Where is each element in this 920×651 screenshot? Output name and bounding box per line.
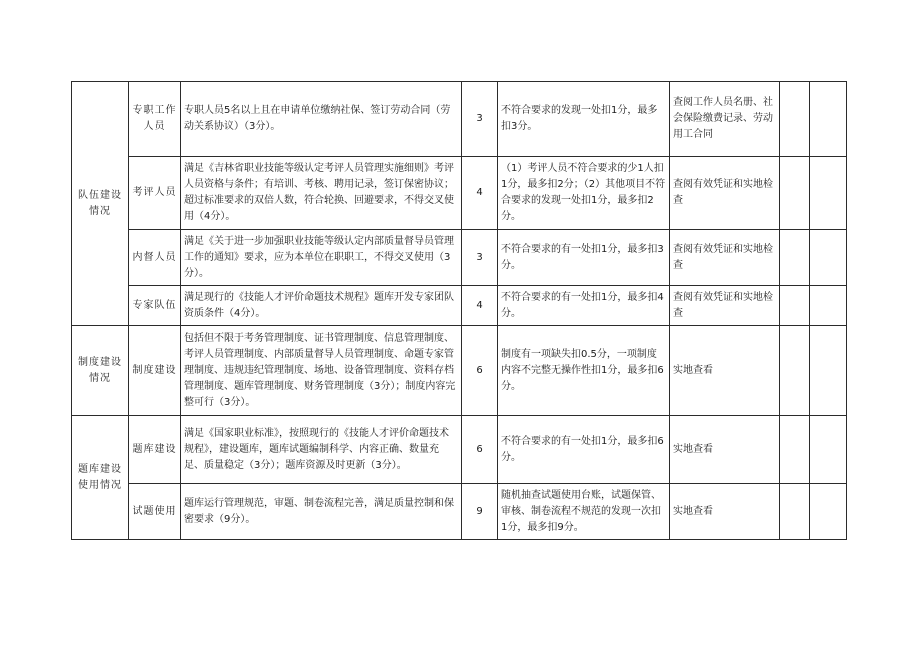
score-cell: 6: [462, 326, 498, 416]
blank-cell: [810, 484, 847, 540]
rule-cell: 随机抽查试题使用台账，试题保管、审核、制卷流程不规范的发现一次扣1分，最多扣9分。: [498, 484, 670, 540]
score-cell: 3: [462, 82, 498, 157]
score-cell: 4: [462, 286, 498, 326]
method-cell: 实地查看: [670, 416, 780, 484]
rule-cell: 不符合要求的有一处扣1分，最多扣6分。: [498, 416, 670, 484]
rule-cell: （1）考评人员不符合要求的少1人扣1分，最多扣2分；（2）其他项目不符合要求的发现一处扣1分，最多扣2分。: [498, 157, 670, 230]
method-cell: 查阅有效凭证和实地检查: [670, 230, 780, 286]
rule-cell: 制度有一项缺失扣0.5分，一项制度内容不完整无操作性扣1分，最多扣6分。: [498, 326, 670, 416]
table-row: [72, 82, 847, 157]
item-cell: 考评人员: [129, 157, 181, 230]
standard-cell: 包括但不限于考务管理制度、证书管理制度、信息管理制度、考评人员管理制度、内部质量督导人员管理制度、命题专家管理制度、违规违纪管理制度、场地、设备管理制度、资料存档管理制度、题库管理制度、财务管理制度（3分）；制度内容完整可行（3分）。: [181, 326, 462, 416]
rule-cell: 不符合要求的有一处扣1分，最多扣3分。: [498, 230, 670, 286]
score-cell: 3: [462, 230, 498, 286]
blank-cell: [810, 82, 847, 157]
blank-cell: [780, 157, 810, 230]
table-row: [72, 326, 847, 416]
item-cell: 制度建设: [129, 326, 181, 416]
table-row: [72, 416, 847, 484]
item-cell: 专家队伍: [129, 286, 181, 326]
method-cell: 实地查看: [670, 326, 780, 416]
blank-cell: [780, 230, 810, 286]
table-row: [72, 230, 847, 286]
standard-cell: 专职人员5名以上且在申请单位缴纳社保、签订劳动合同（劳动关系协议）（3分）。: [181, 82, 462, 157]
score-cell: 6: [462, 416, 498, 484]
category-cell: 制度建设情况: [72, 326, 129, 416]
standard-cell: 满足《国家职业标准》，按照现行的《技能人才评价命题技术规程》，建设题库，题库试题编制科学、内容正确、数量充足、质量稳定（3分）；题库资源及时更新（3分）。: [181, 416, 462, 484]
evaluation-table: [71, 81, 847, 540]
method-cell: 查阅有效凭证和实地检查: [670, 286, 780, 326]
item-cell: 试题使用: [129, 484, 181, 540]
item-cell: 专职工作人员: [129, 82, 181, 157]
rule-cell: 不符合要求的有一处扣1分，最多扣4分。: [498, 286, 670, 326]
rule-cell: 不符合要求的发现一处扣1分，最多扣3分。: [498, 82, 670, 157]
standard-cell: 题库运行管理规范，审题、制卷流程完善，满足质量控制和保密要求（9分）。: [181, 484, 462, 540]
category-cell: 队伍建设情况: [72, 82, 129, 326]
standard-cell: 满足《吉林省职业技能等级认定考评人员管理实施细则》考评人员资格与条件；有培训、考核、聘用记录，签订保密协议；超过标准要求的双倍人数，符合轮换、回避要求，不得交叉使用（4分）。: [181, 157, 462, 230]
blank-cell: [780, 416, 810, 484]
category-cell: 题库建设使用情况: [72, 416, 129, 540]
blank-cell: [810, 230, 847, 286]
method-cell: 查阅有效凭证和实地检查: [670, 157, 780, 230]
blank-cell: [780, 286, 810, 326]
table-row: [72, 484, 847, 540]
method-cell: 实地查看: [670, 484, 780, 540]
blank-cell: [810, 157, 847, 230]
standard-cell: 满足现行的《技能人才评价命题技术规程》题库开发专家团队资质条件（4分）。: [181, 286, 462, 326]
method-cell: 查阅工作人员名册、社会保险缴费记录、劳动用工合同: [670, 82, 780, 157]
blank-cell: [780, 326, 810, 416]
blank-cell: [810, 326, 847, 416]
item-cell: 题库建设: [129, 416, 181, 484]
blank-cell: [810, 416, 847, 484]
table-row: [72, 157, 847, 230]
blank-cell: [780, 484, 810, 540]
standard-cell: 满足《关于进一步加强职业技能等级认定内部质量督导员管理工作的通知》要求，应为本单位在职职工，不得交叉使用（3分）。: [181, 230, 462, 286]
score-cell: 9: [462, 484, 498, 540]
score-cell: 4: [462, 157, 498, 230]
blank-cell: [780, 82, 810, 157]
table-row: [72, 286, 847, 326]
blank-cell: [810, 286, 847, 326]
item-cell: 内督人员: [129, 230, 181, 286]
